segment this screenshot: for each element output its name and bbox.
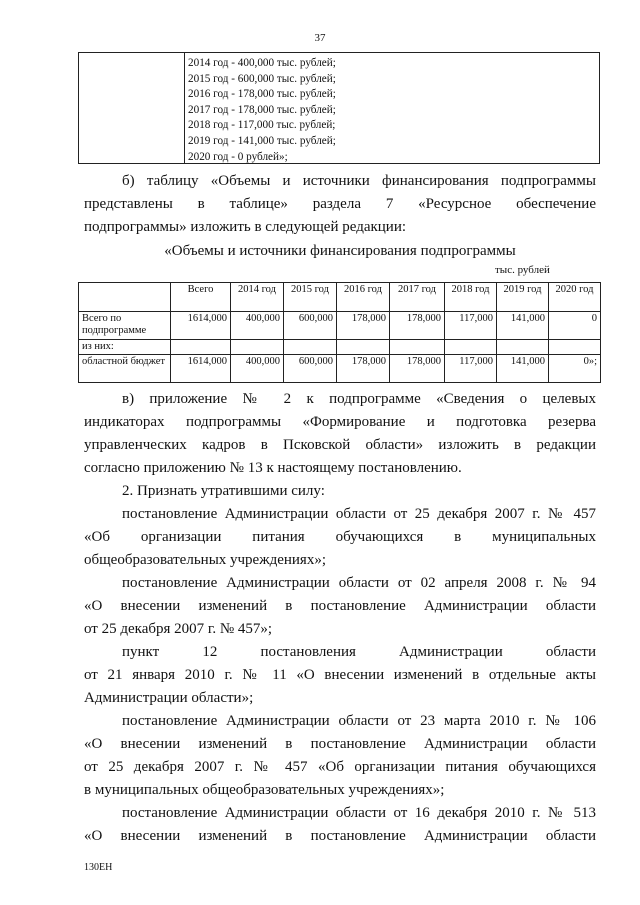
para-2: 2. Признать утратившими силу: — [122, 483, 325, 499]
decree-2-line-3: от 25 декабря 2007 г. № 457»; — [84, 621, 273, 637]
funding-line: 2014 год - 400,000 тыс. рублей; — [188, 57, 336, 69]
table-cell: 1614,000 — [171, 355, 231, 383]
table-cell: 0 — [549, 312, 601, 340]
para-b-line-1: б) таблицу «Объемы и источники финансирования подпрограммы — [122, 173, 596, 189]
table-cell: 141,000 — [497, 355, 549, 383]
table-cell: 178,000 — [337, 355, 390, 383]
decree-1-line-3: общеобразовательных учреждениях»; — [84, 552, 326, 568]
decree-2-line-2: «О внесении изменений в постановление Администрации области — [84, 598, 596, 614]
table-cell — [549, 340, 601, 355]
decree-3-line-1: пункт 12 постановления Администрации области — [122, 644, 596, 660]
header-cell: Всего — [171, 283, 231, 312]
decree-3-line-2: от 21 января 2010 г. № 11 «О внесении изменений в отдельные акты — [84, 667, 596, 683]
table-cell: 400,000 — [231, 312, 284, 340]
table-cell — [390, 340, 445, 355]
decree-1-line-1: постановление Администрации области от 25 декабря 2007 г. № 457 — [122, 506, 596, 522]
decree-4-line-1: постановление Администрации области от 23 марта 2010 г. № 106 — [122, 713, 596, 729]
header-cell: 2014 год — [231, 283, 284, 312]
table-cell: 141,000 — [497, 312, 549, 340]
table-cell: 400,000 — [231, 355, 284, 383]
table-cell: 1614,000 — [171, 312, 231, 340]
table-cell — [497, 340, 549, 355]
header-cell: 2018 год — [445, 283, 497, 312]
header-cell: 2019 год — [497, 283, 549, 312]
funding-line: 2018 год - 117,000 тыс. рублей; — [188, 119, 336, 132]
table-cell: 600,000 — [284, 355, 337, 383]
table-cell — [284, 340, 337, 355]
header-cell: 2017 год — [390, 283, 445, 312]
table-row — [79, 340, 601, 355]
table-header-row — [79, 283, 601, 312]
decree-4-line-2: «О внесении изменений в постановление Администрации области — [84, 736, 596, 752]
decree-3-line-3: Администрации области»; — [84, 690, 254, 706]
decree-4-line-4: в муниципальных общеобразовательных учреждениях»; — [84, 782, 445, 798]
continued-table-left-cell — [79, 53, 185, 163]
para-v-line-2: индикаторах подпрограммы «Формирование и подготовка резерва — [84, 414, 596, 430]
table-row — [79, 312, 601, 340]
table-cell — [445, 340, 497, 355]
continued-table-box — [78, 52, 600, 164]
decree-5-line-2: «О внесении изменений в постановление Администрации области — [84, 828, 596, 844]
table-cell — [337, 340, 390, 355]
funding-line: 2019 год - 141,000 тыс. рублей; — [188, 134, 336, 147]
table-cell — [171, 340, 231, 355]
header-cell: 2020 год — [549, 283, 601, 312]
financing-table — [78, 282, 601, 383]
table-title: «Объемы и источники финансирования подпрограммы — [164, 243, 516, 259]
table-units: тыс. рублей — [495, 264, 550, 276]
funding-line: 2016 год - 178,000 тыс. рублей; — [188, 88, 336, 101]
row-label: из них: — [79, 340, 171, 355]
decree-5-line-1: постановление Администрации области от 16 декабря 2010 г. № 513 — [122, 805, 596, 821]
table-cell: 178,000 — [337, 312, 390, 340]
para-b-line-2: представлены в таблице» раздела 7 «Ресурсное обеспечение — [84, 196, 596, 212]
funding-line: 2015 год - 600,000 тыс. рублей; — [188, 72, 336, 85]
decree-2-line-1: постановление Администрации области от 02 апреля 2008 г. № 94 — [122, 575, 596, 591]
page-number: 37 — [314, 32, 326, 44]
table-cell: 178,000 — [390, 312, 445, 340]
header-cell: 2016 год — [337, 283, 390, 312]
row-label: областной бюджет — [79, 355, 171, 383]
table-row — [79, 355, 601, 383]
header-cell: 2015 год — [284, 283, 337, 312]
decree-1-line-2: «Об организации питания обучающихся в муниципальных — [84, 529, 596, 545]
funding-line: 2020 год - 0 рублей»; — [188, 150, 288, 163]
continued-table-lines — [188, 56, 336, 165]
decree-4-line-3: от 25 декабря 2007 г. № 457 «Об организации питания обучающихся — [84, 759, 596, 775]
para-v-line-3: управленческих кадров в Псковской области» изложить в редакции — [84, 437, 596, 453]
table-cell — [231, 340, 284, 355]
para-b-line-3: подпрограммы» изложить в следующей редакции: — [84, 219, 407, 235]
row-label: Всего по подпрограмме — [79, 312, 171, 340]
table-cell: 600,000 — [284, 312, 337, 340]
para-v-line-4: согласно приложению № 13 к настоящему постановлению. — [84, 460, 462, 476]
funding-line: 2017 год - 178,000 тыс. рублей; — [188, 103, 336, 116]
table-cell: 178,000 — [390, 355, 445, 383]
table-cell: 0»; — [549, 355, 601, 383]
header-cell — [79, 283, 171, 312]
para-v-line-1: в) приложение № 2 к подпрограмме «Сведения о целевых — [122, 391, 596, 407]
footer-code: 130ЕН — [84, 862, 113, 873]
table-cell: 117,000 — [445, 355, 497, 383]
table-cell: 117,000 — [445, 312, 497, 340]
